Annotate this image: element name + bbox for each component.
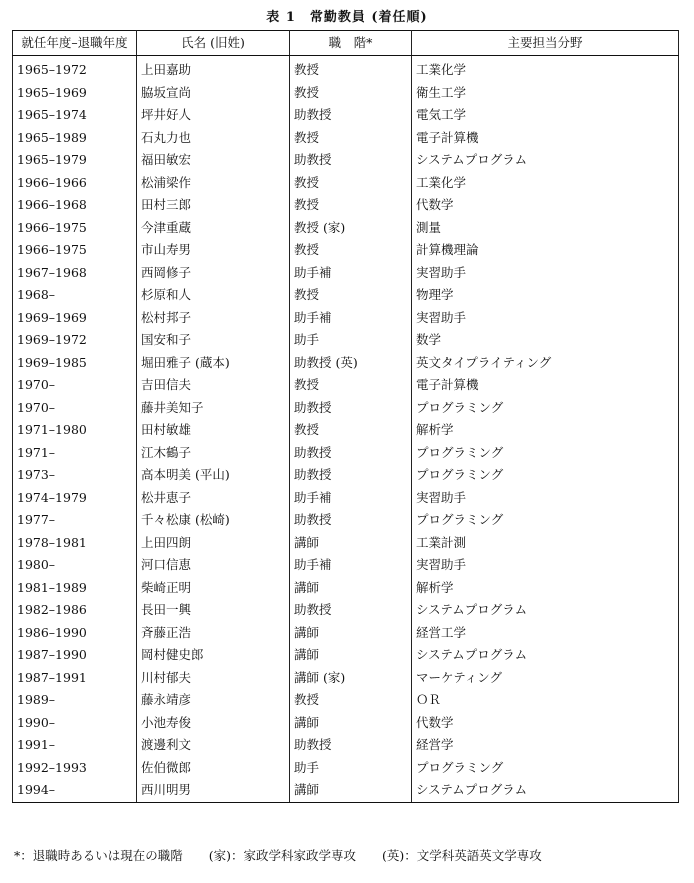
- cell-rank: 講師: [290, 779, 412, 802]
- table-row: [13, 577, 679, 600]
- cell-field: プログラミング: [412, 464, 679, 487]
- cell-field: 電気工学: [412, 104, 679, 127]
- cell-field: 工業化学: [412, 56, 679, 82]
- cell-rank: 講師 (家): [290, 667, 412, 690]
- cell-field: 経営工学: [412, 622, 679, 645]
- cell-field: システムプログラム: [412, 779, 679, 802]
- table-row: [13, 734, 679, 757]
- footnote: [14, 846, 564, 864]
- cell-name: 松井恵子: [137, 487, 290, 510]
- table-header-row: [13, 31, 679, 56]
- cell-years: 1971–: [13, 442, 137, 465]
- cell-rank: 教授: [290, 194, 412, 217]
- cell-rank: 教授: [290, 172, 412, 195]
- cell-name: 福田敏宏: [137, 149, 290, 172]
- cell-rank: 助教授: [290, 734, 412, 757]
- cell-field: 代数学: [412, 194, 679, 217]
- header-name: 氏名 (旧姓): [137, 31, 290, 56]
- cell-years: 1969–1969: [13, 307, 137, 330]
- cell-name: 石丸力也: [137, 127, 290, 150]
- table-row: [13, 622, 679, 645]
- cell-name: 藤井美知子: [137, 397, 290, 420]
- table-row: [13, 239, 679, 262]
- cell-field: システムプログラム: [412, 599, 679, 622]
- cell-field: 測量: [412, 217, 679, 240]
- cell-field: 数学: [412, 329, 679, 352]
- table-row: [13, 194, 679, 217]
- cell-name: 上田四朗: [137, 532, 290, 555]
- cell-field: 実習助手: [412, 554, 679, 577]
- table-row: [13, 397, 679, 420]
- cell-name: 西岡修子: [137, 262, 290, 285]
- cell-years: 1991–: [13, 734, 137, 757]
- cell-name: 西川明男: [137, 779, 290, 802]
- cell-name: 小池寿俊: [137, 712, 290, 735]
- cell-years: 1973–: [13, 464, 137, 487]
- cell-name: 岡村健史郎: [137, 644, 290, 667]
- cell-name: 吉田信夫: [137, 374, 290, 397]
- cell-years: 1981–1989: [13, 577, 137, 600]
- cell-years: 1992–1993: [13, 757, 137, 780]
- cell-years: 1965–1969: [13, 82, 137, 105]
- cell-name: 国安和子: [137, 329, 290, 352]
- table-row: [13, 442, 679, 465]
- table-row: [13, 554, 679, 577]
- cell-rank: 講師: [290, 712, 412, 735]
- cell-field: 代数学: [412, 712, 679, 735]
- cell-field: 解析学: [412, 577, 679, 600]
- cell-name: 松村邦子: [137, 307, 290, 330]
- table-caption: 表 1 常勤教員 (着任順): [266, 10, 428, 25]
- cell-rank: 教授: [290, 239, 412, 262]
- cell-years: 1987–1990: [13, 644, 137, 667]
- cell-years: 1965–1974: [13, 104, 137, 127]
- cell-rank: 助教授: [290, 104, 412, 127]
- table-row: [13, 487, 679, 510]
- table-row: [13, 419, 679, 442]
- cell-years: 1986–1990: [13, 622, 137, 645]
- cell-rank: 教授: [290, 374, 412, 397]
- footnote-rank: *：退職時あるいは現在の職階: [14, 848, 183, 863]
- footnote-english: (英)：文学科英語英文学専攻: [382, 848, 542, 863]
- table-row: [13, 779, 679, 802]
- cell-rank: 講師: [290, 644, 412, 667]
- cell-field: 計算機理論: [412, 239, 679, 262]
- cell-rank: 助教授 (英): [290, 352, 412, 375]
- header-years: 就任年度–退職年度: [13, 31, 137, 56]
- cell-rank: 教授: [290, 127, 412, 150]
- table-row: [13, 329, 679, 352]
- cell-name: 坪井好人: [137, 104, 290, 127]
- table-row: [13, 307, 679, 330]
- cell-name: 渡邊利文: [137, 734, 290, 757]
- cell-name: 長田一興: [137, 599, 290, 622]
- table-row: [13, 374, 679, 397]
- cell-name: 河口信恵: [137, 554, 290, 577]
- cell-rank: 助教授: [290, 149, 412, 172]
- cell-years: 1966–1968: [13, 194, 137, 217]
- cell-years: 1966–1975: [13, 217, 137, 240]
- table-row: [13, 82, 679, 105]
- table-row: [13, 284, 679, 307]
- cell-field: 衛生工学: [412, 82, 679, 105]
- cell-name: 田村敏雄: [137, 419, 290, 442]
- table-row: [13, 464, 679, 487]
- cell-name: 堀田雅子 (蔵本): [137, 352, 290, 375]
- header-rank: 職 階*: [290, 31, 412, 56]
- cell-name: 上田嘉助: [137, 56, 290, 82]
- cell-field: 工業化学: [412, 172, 679, 195]
- table-row: [13, 757, 679, 780]
- cell-years: 1965–1989: [13, 127, 137, 150]
- table-row: [13, 532, 679, 555]
- cell-rank: 助教授: [290, 509, 412, 532]
- cell-rank: 講師: [290, 532, 412, 555]
- table-row: [13, 149, 679, 172]
- cell-years: 1969–1985: [13, 352, 137, 375]
- cell-name: 藤永靖彦: [137, 689, 290, 712]
- cell-field: 電子計算機: [412, 127, 679, 150]
- cell-years: 1989–: [13, 689, 137, 712]
- cell-rank: 教授: [290, 419, 412, 442]
- cell-years: 1978–1981: [13, 532, 137, 555]
- cell-years: 1977–: [13, 509, 137, 532]
- cell-field: システムプログラム: [412, 149, 679, 172]
- table-row: [13, 352, 679, 375]
- cell-years: 1965–1972: [13, 56, 137, 82]
- cell-field: プログラミング: [412, 509, 679, 532]
- cell-name: 高本明美 (平山): [137, 464, 290, 487]
- cell-rank: 助手補: [290, 262, 412, 285]
- cell-field: 経営学: [412, 734, 679, 757]
- cell-field: 実習助手: [412, 262, 679, 285]
- cell-name: 江木鶴子: [137, 442, 290, 465]
- cell-years: 1967–1968: [13, 262, 137, 285]
- cell-field: プログラミング: [412, 397, 679, 420]
- cell-years: 1965–1979: [13, 149, 137, 172]
- cell-field: プログラミング: [412, 442, 679, 465]
- cell-name: 今津重蔵: [137, 217, 290, 240]
- cell-name: 松浦梁作: [137, 172, 290, 195]
- cell-rank: 助教授: [290, 464, 412, 487]
- table-row: [13, 172, 679, 195]
- table-row: [13, 712, 679, 735]
- cell-years: 1980–: [13, 554, 137, 577]
- table-row: [13, 56, 679, 82]
- cell-rank: 助教授: [290, 442, 412, 465]
- cell-years: 1987–1991: [13, 667, 137, 690]
- table-row: [13, 262, 679, 285]
- cell-rank: 助手補: [290, 487, 412, 510]
- cell-years: 1970–: [13, 374, 137, 397]
- cell-field: 実習助手: [412, 307, 679, 330]
- cell-rank: 助教授: [290, 599, 412, 622]
- cell-years: 1968–: [13, 284, 137, 307]
- table-row: [13, 104, 679, 127]
- cell-rank: 助手補: [290, 554, 412, 577]
- table-row: [13, 667, 679, 690]
- table-row: [13, 599, 679, 622]
- cell-years: 1990–: [13, 712, 137, 735]
- cell-rank: 助教授: [290, 397, 412, 420]
- cell-field: 工業計測: [412, 532, 679, 555]
- cell-rank: 講師: [290, 577, 412, 600]
- cell-rank: 助手: [290, 329, 412, 352]
- cell-name: 佐伯微郎: [137, 757, 290, 780]
- cell-rank: 講師: [290, 622, 412, 645]
- table-row: [13, 689, 679, 712]
- cell-name: 市山寿男: [137, 239, 290, 262]
- cell-field: 物理学: [412, 284, 679, 307]
- cell-name: 千々松康 (松崎): [137, 509, 290, 532]
- cell-field: ＯＲ: [412, 689, 679, 712]
- cell-field: 電子計算機: [412, 374, 679, 397]
- cell-rank: 教授: [290, 284, 412, 307]
- cell-years: 1970–: [13, 397, 137, 420]
- cell-rank: 助手補: [290, 307, 412, 330]
- table-row: [13, 127, 679, 150]
- faculty-table: [12, 30, 679, 803]
- cell-years: 1994–: [13, 779, 137, 802]
- cell-years: 1969–1972: [13, 329, 137, 352]
- cell-name: 斉藤正浩: [137, 622, 290, 645]
- cell-rank: 教授 (家): [290, 217, 412, 240]
- footnote-home-economics: (家)：家政学科家政学専攻: [208, 848, 357, 863]
- cell-name: 柴崎正明: [137, 577, 290, 600]
- table-body: [13, 56, 679, 803]
- cell-field: プログラミング: [412, 757, 679, 780]
- cell-name: 杉原和人: [137, 284, 290, 307]
- cell-rank: 教授: [290, 689, 412, 712]
- cell-name: 川村郁夫: [137, 667, 290, 690]
- cell-name: 田村三郎: [137, 194, 290, 217]
- cell-rank: 教授: [290, 56, 412, 82]
- cell-field: 実習助手: [412, 487, 679, 510]
- cell-years: 1982–1986: [13, 599, 137, 622]
- cell-field: 解析学: [412, 419, 679, 442]
- cell-years: 1971–1980: [13, 419, 137, 442]
- cell-field: システムプログラム: [412, 644, 679, 667]
- table-row: [13, 509, 679, 532]
- cell-field: 英文タイプライティング: [412, 352, 679, 375]
- header-field: 主要担当分野: [412, 31, 679, 56]
- table-row: [13, 644, 679, 667]
- cell-rank: 教授: [290, 82, 412, 105]
- cell-years: 1966–1966: [13, 172, 137, 195]
- cell-years: 1974–1979: [13, 487, 137, 510]
- cell-name: 脇坂宣尚: [137, 82, 290, 105]
- cell-years: 1966–1975: [13, 239, 137, 262]
- cell-rank: 助手: [290, 757, 412, 780]
- cell-field: マーケティング: [412, 667, 679, 690]
- table-row: [13, 217, 679, 240]
